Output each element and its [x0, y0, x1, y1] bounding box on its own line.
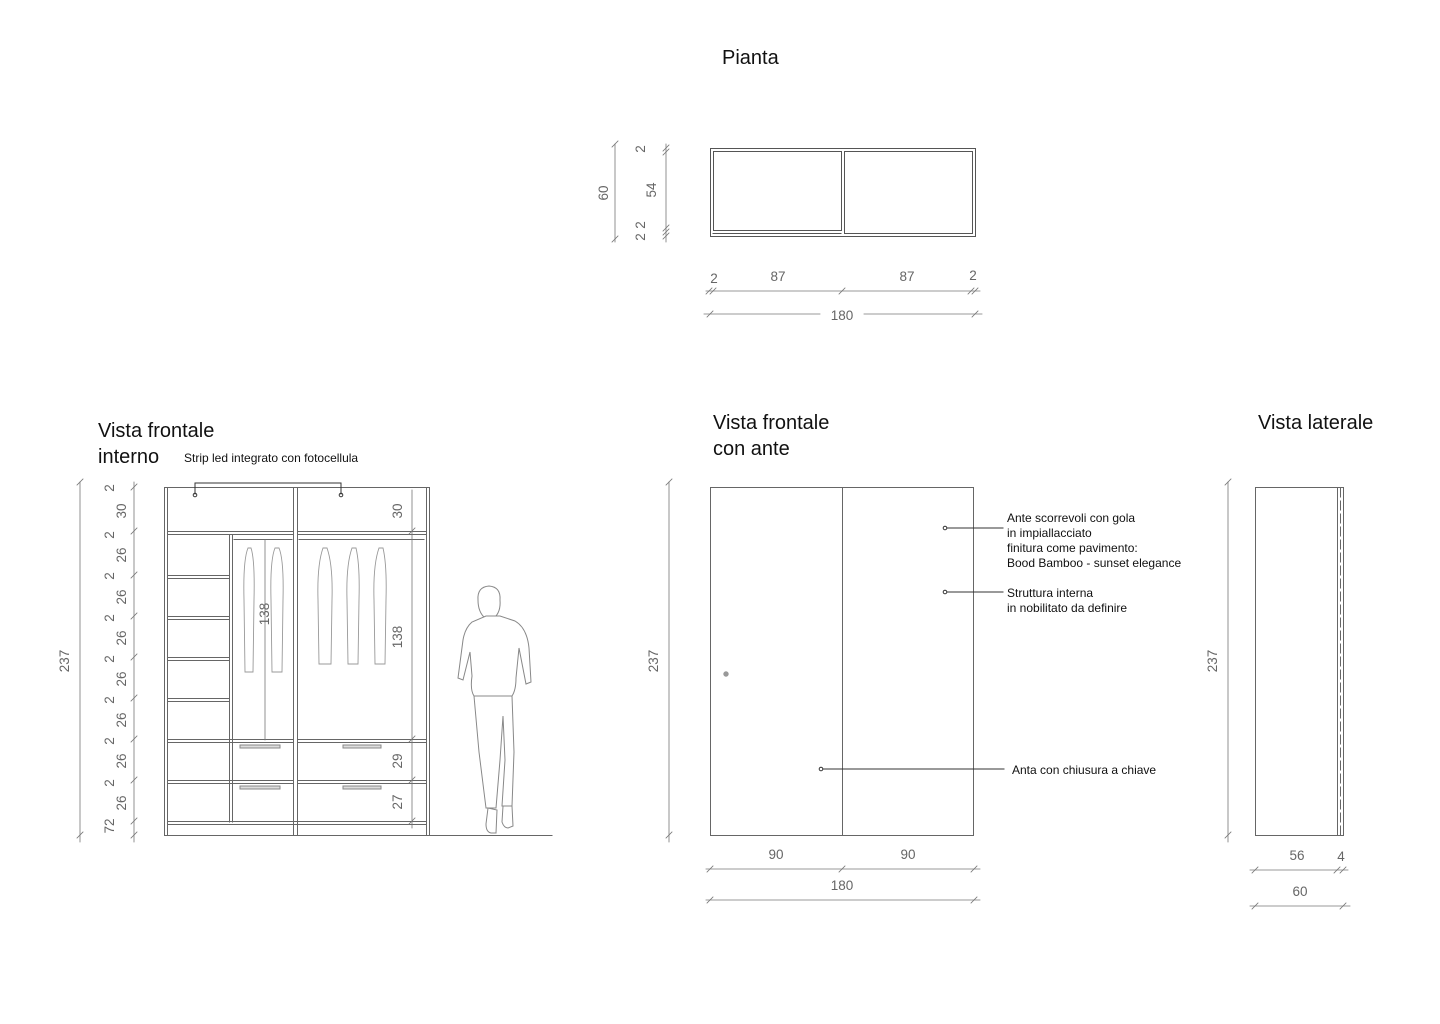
plan-outline [711, 149, 976, 237]
plan-dimensions [612, 141, 982, 317]
side-elevation [1256, 488, 1344, 836]
plan-dim-width-side-right: 2 [969, 268, 977, 283]
side-dim-height-total: 237 [1205, 649, 1220, 673]
structure-note-line2: in nobilitato da definire [1007, 601, 1128, 615]
interior-dim-height-total: 237 [57, 649, 72, 673]
plan-dim-depth-back: 2 [633, 145, 648, 153]
plan-dim-width-side-left: 2 [710, 271, 718, 286]
interior-dim-stack-2: 2 [102, 531, 117, 539]
interior-dim-stack-1: 30 [114, 503, 129, 519]
doors-dim-width-left: 90 [768, 847, 784, 862]
interior-dim-stack-4: 2 [102, 572, 117, 580]
plan-dim-depth-front-2: 2 [633, 221, 648, 229]
plan-dim-width-total: 180 [830, 308, 854, 323]
interior-dim-stack-9: 26 [114, 671, 129, 687]
led-strip-note: Strip led integrato con fotocellula [184, 451, 359, 465]
interior-dim-stack-12: 2 [102, 737, 117, 745]
plan-bay-left [714, 152, 842, 231]
interior-elevation [165, 488, 430, 836]
doors-dim-width-right: 90 [900, 847, 916, 862]
side-dimensions [1225, 479, 1350, 909]
doors-dim-height-total: 237 [646, 649, 661, 673]
interior-dimension-texts [57, 484, 405, 833]
side-dim-depth-doors: 4 [1337, 849, 1345, 864]
interior-dim-top-right: 30 [390, 503, 405, 519]
interior-dim-hanging-left: 138 [257, 602, 272, 626]
doors-note-line4: Bood Bamboo - sunset elegance [1007, 556, 1182, 570]
interior-dim-stack-3: 26 [114, 547, 129, 563]
front-interior-title-line2: interno [98, 446, 160, 468]
interior-dim-stack-15: 26 [114, 795, 129, 811]
doors-elevation [711, 488, 974, 836]
interior-dim-stack-11: 26 [114, 712, 129, 728]
plan-dim-width-bay-right: 87 [899, 269, 915, 284]
plan-title: Pianta [722, 47, 779, 69]
interior-dim-stack-14: 2 [102, 779, 117, 787]
interior-dim-stack-6: 2 [102, 614, 117, 622]
side-dimension-texts [1205, 650, 1345, 899]
plan-view [711, 149, 976, 237]
plan-dim-depth-front-1: 2 [633, 233, 648, 241]
human-figure [430, 586, 552, 836]
doors-dimension-texts [646, 650, 916, 893]
interior-dim-drawer-lower: 27 [390, 794, 405, 810]
interior-dim-stack-16: 72 [102, 818, 117, 834]
led-leaders [193, 483, 343, 497]
interior-dim-stack-0: 2 [102, 484, 117, 492]
doors-dimensions [666, 479, 980, 903]
interior-dim-stack-10: 2 [102, 696, 117, 704]
doors-dim-width-total: 180 [830, 878, 854, 893]
doors-note-line2: in impiallacciato [1007, 526, 1092, 540]
door-lock-icon [724, 672, 728, 676]
doors-note-line1: Ante scorrevoli con gola [1007, 511, 1136, 525]
side-dim-depth-body: 56 [1289, 848, 1305, 863]
interior-dim-stack-13: 26 [114, 753, 129, 769]
plan-dim-depth-total: 60 [596, 185, 611, 201]
doors-leaders [819, 526, 1004, 771]
interior-dim-stack-5: 26 [114, 589, 129, 605]
lock-note: Anta con chiusura a chiave [1012, 763, 1157, 777]
front-interior-title-line1: Vista frontale [98, 420, 215, 442]
front-doors-title-line1: Vista frontale [713, 412, 830, 434]
interior-dim-hanging-right: 138 [390, 625, 405, 649]
side-outline [1256, 488, 1344, 836]
front-doors-title-line2: con ante [713, 438, 790, 460]
plan-dim-depth-inner: 54 [644, 182, 659, 198]
interior-dim-stack-8: 2 [102, 655, 117, 663]
doors-note-line3: finitura come pavimento: [1007, 541, 1138, 555]
side-dim-depth-total: 60 [1292, 884, 1308, 899]
structure-note-line1: Struttura interna [1007, 586, 1094, 600]
plan-dim-width-bay-left: 87 [770, 269, 786, 284]
interior-dim-drawer-upper: 29 [390, 753, 405, 769]
side-title: Vista laterale [1258, 412, 1374, 434]
plan-bay-right [845, 152, 973, 234]
plan-dimension-texts [596, 145, 977, 323]
interior-dim-stack-7: 26 [114, 630, 129, 646]
